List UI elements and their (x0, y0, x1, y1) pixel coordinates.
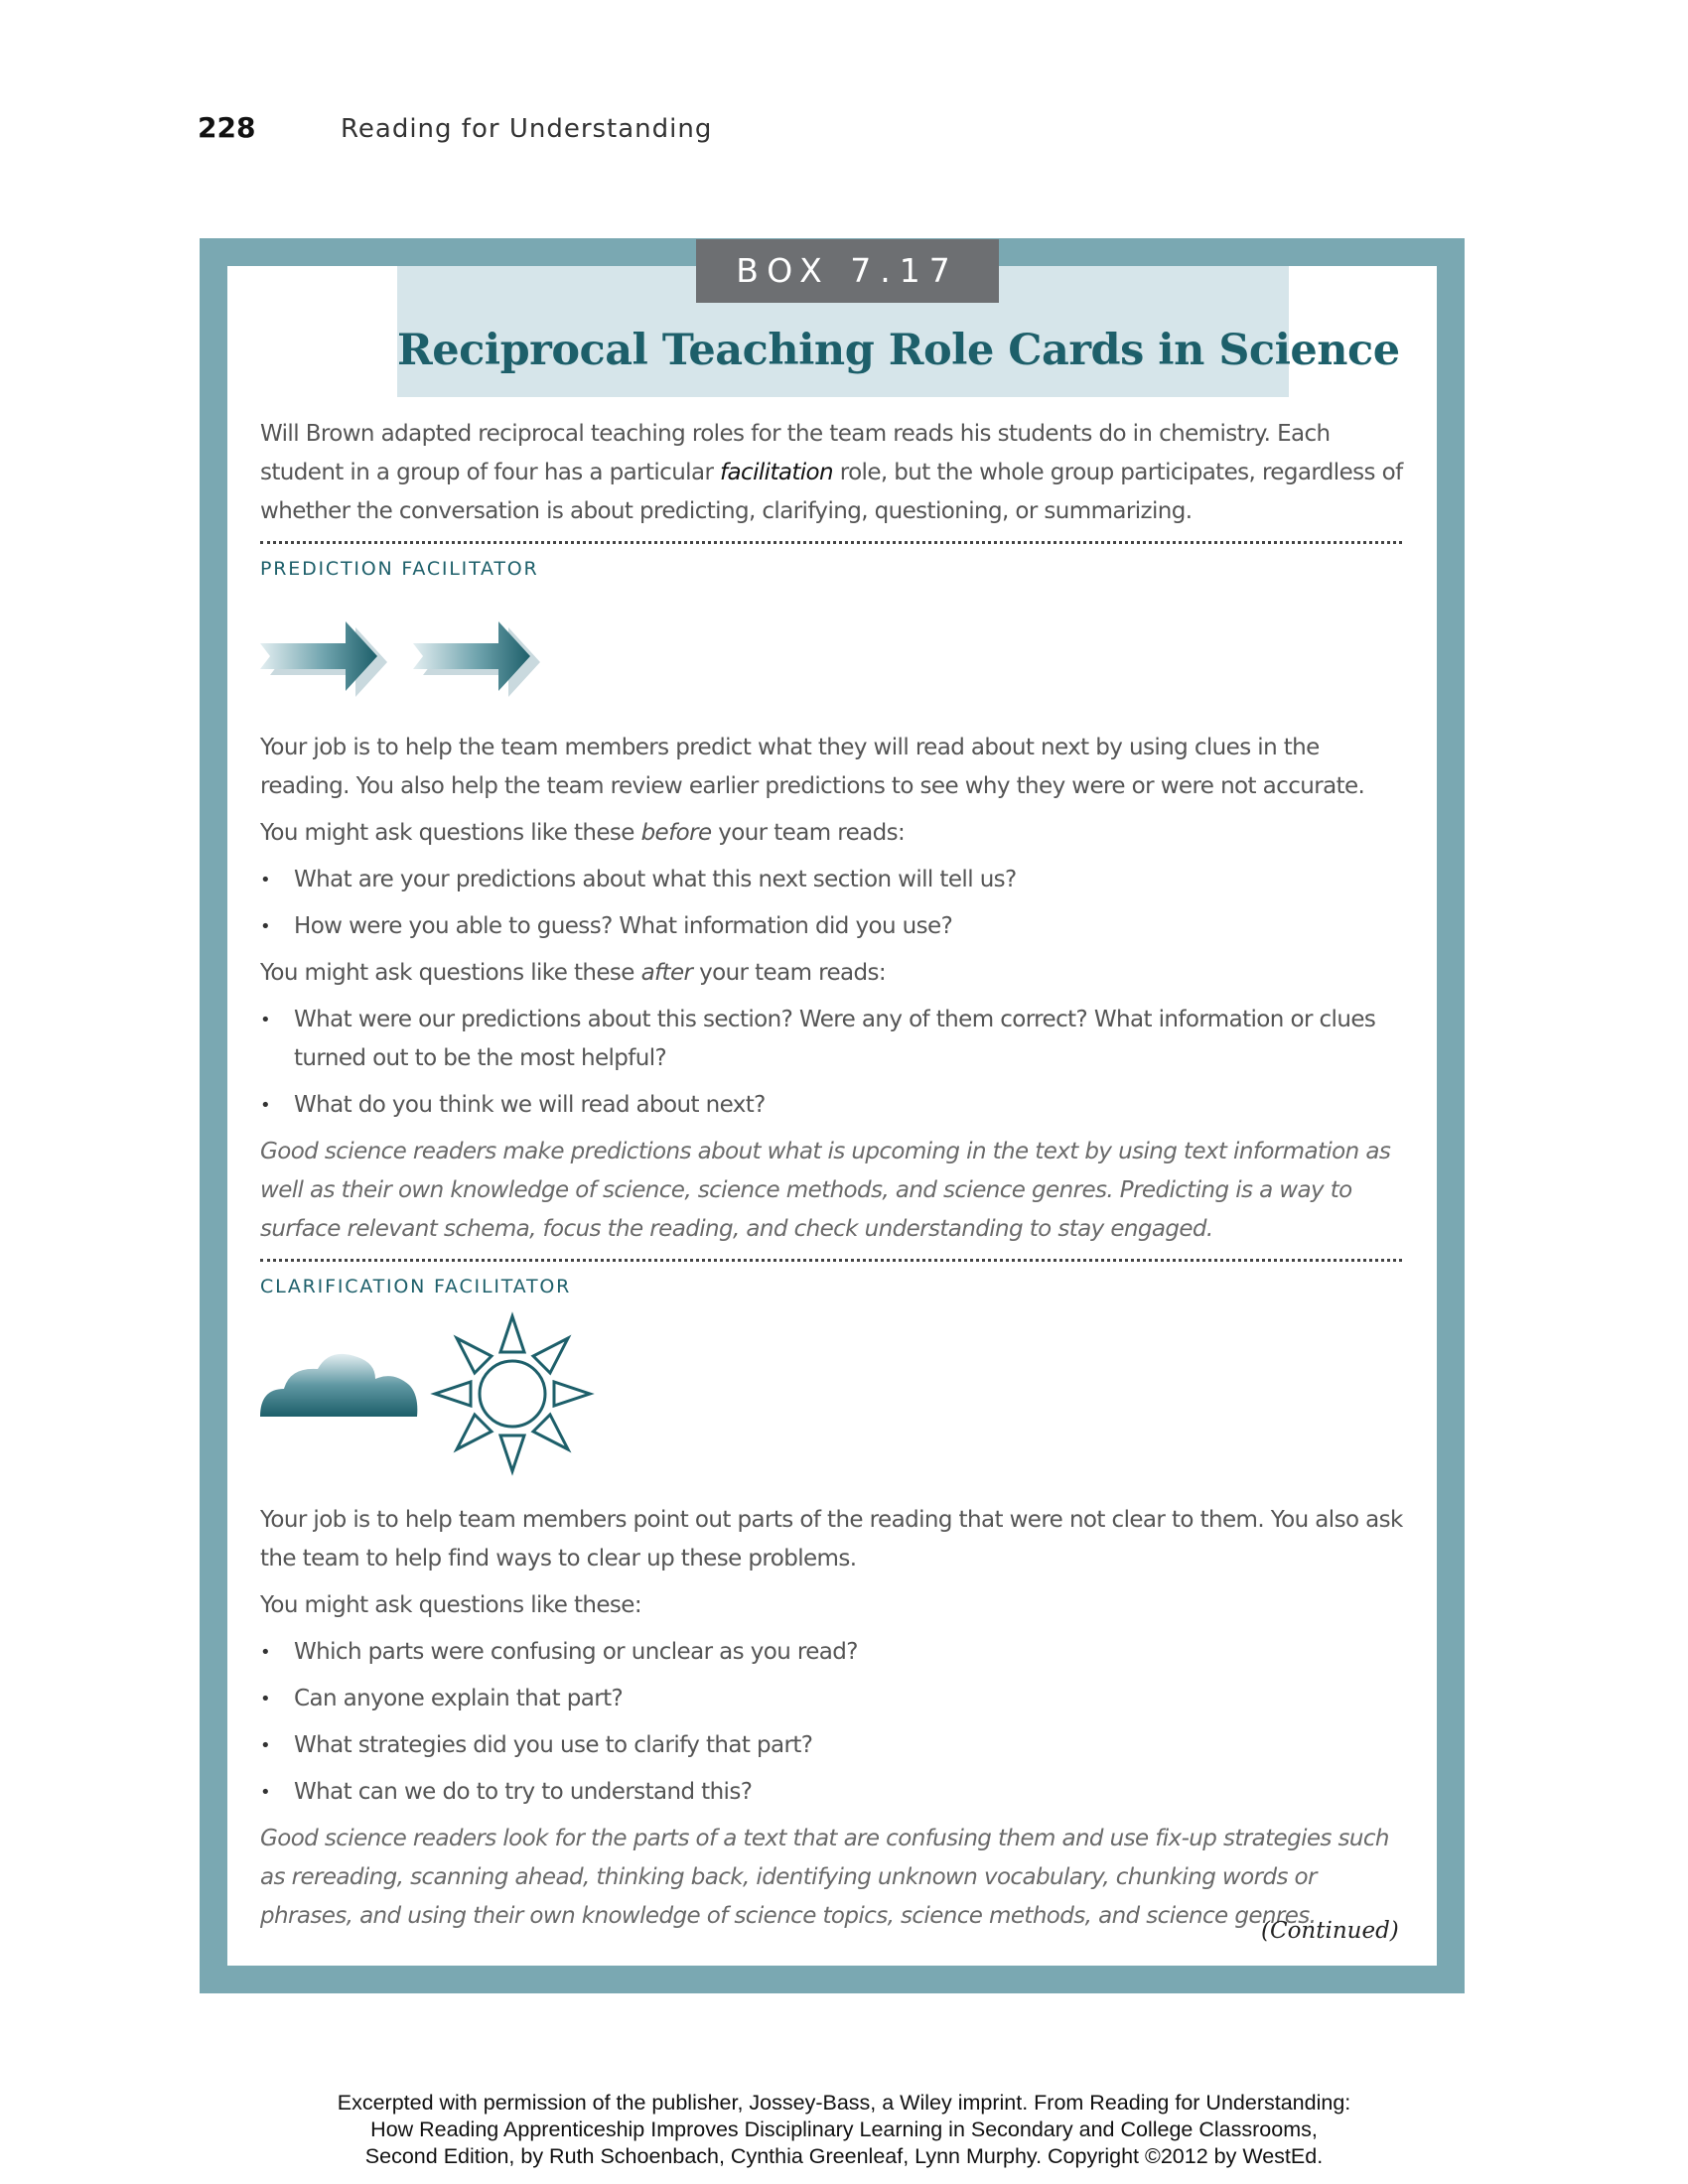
prediction-icons-svg (260, 580, 657, 729)
prediction-note: Good science readers make predictions about what is upcoming in the text by using text information as well as their own knowledge of science, science methods, and science genres. Predicting is a way to surface relevant schema, focus the reading, and check understanding to stay engaged. (260, 1139, 1391, 1242)
after-lead-tail: your team reads: (692, 960, 887, 986)
box-content (260, 415, 1407, 1936)
clarification-label: CLARIFICATION FACILITATOR (260, 1276, 572, 1297)
list-item: • What do you think we will read about next? (260, 1086, 1407, 1125)
list-item: • What can we do to try to understand this? (260, 1773, 1407, 1812)
before-emphasis: before (640, 820, 712, 846)
before-lead-tail: your team reads: (711, 820, 906, 846)
section-divider (260, 1259, 1402, 1262)
prediction-before-lead (260, 814, 1407, 853)
list-item: • Can anyone explain that part? (260, 1680, 1407, 1718)
footer-line: Excerpted with permission of the publisher, Jossey-Bass, a Wiley imprint. From Reading for Understanding: (337, 2091, 1351, 2115)
continued-label: (Continued) (1261, 1918, 1399, 1944)
sun-icon (435, 1316, 590, 1471)
cloud-icon (260, 1354, 417, 1417)
intro-text-b: role, but the whole group participates, regardless of whether the conversation is about predicting, clarifying, questioning, or summarizing. (260, 460, 1403, 524)
page-number: 228 (198, 111, 256, 144)
running-head: Reading for Understanding (341, 114, 713, 144)
list-item: • What strategies did you use to clarify that part? (260, 1726, 1407, 1765)
box-title: Reciprocal Teaching Role Cards in Science (397, 326, 1400, 375)
clarification-paragraph: Your job is to help team members point out parts of the reading that were not clear to them. You also ask the team to help find ways to clear up these problems. (260, 1507, 1403, 1571)
list-item: • What are your predictions about what this next section will tell us? (260, 861, 1407, 899)
intro-text-a: Will Brown adapted reciprocal teaching roles for the team reads his students do in chemistry. Each student in a group of four has a particular (260, 421, 1331, 485)
clarification-note: Good science readers look for the parts of a text that are confusing them and use fix-up strategies such as rereading, scanning ahead, thinking back, identifying unknown vocabulary, chunking words or phrases, and using their own knowledge of science topics, science methods, and science genres. (260, 1826, 1389, 1929)
prediction-icons (260, 580, 1407, 729)
arrow-right-icon (413, 621, 540, 697)
list-item: • How were you able to guess? What information did you use? (260, 907, 1407, 946)
prediction-paragraph: Your job is to help the team members predict what they will read about next by using clues in the reading. You also help the team review earlier predictions to see why they were or were not accurate. (260, 735, 1365, 799)
clarification-icons-svg (260, 1297, 677, 1501)
list-item: • Which parts were confusing or unclear as you read? (260, 1633, 1407, 1672)
footer (0, 2090, 1688, 2170)
footer-line: Second Edition, by Ruth Schoenbach, Cynthia Greenleaf, Lynn Murphy. Copyright ©2012 by WestEd. (364, 2144, 1324, 2168)
intro-emphasis: facilitation (720, 460, 834, 485)
before-lead-text: You might ask questions like these (260, 820, 641, 846)
footer-line: How Reading Apprenticeship Improves Disciplinary Learning in Secondary and College Classrooms, (370, 2117, 1318, 2141)
box-tab: BOX 7.17 (696, 239, 999, 303)
prediction-after-lead (260, 954, 1407, 993)
after-lead-text: You might ask questions like these (260, 960, 641, 986)
prediction-label: PREDICTION FACILITATOR (260, 558, 539, 580)
arrow-right-icon (260, 621, 387, 697)
section-divider (260, 541, 1402, 544)
intro-paragraph (260, 415, 1407, 531)
list-item: • What were our predictions about this section? Were any of them correct? What information or clues turned out to be the most helpful? (260, 1001, 1407, 1078)
clarification-icons (260, 1297, 1407, 1501)
after-emphasis: after (640, 960, 693, 986)
clarification-lead: You might ask questions like these: (260, 1592, 641, 1618)
